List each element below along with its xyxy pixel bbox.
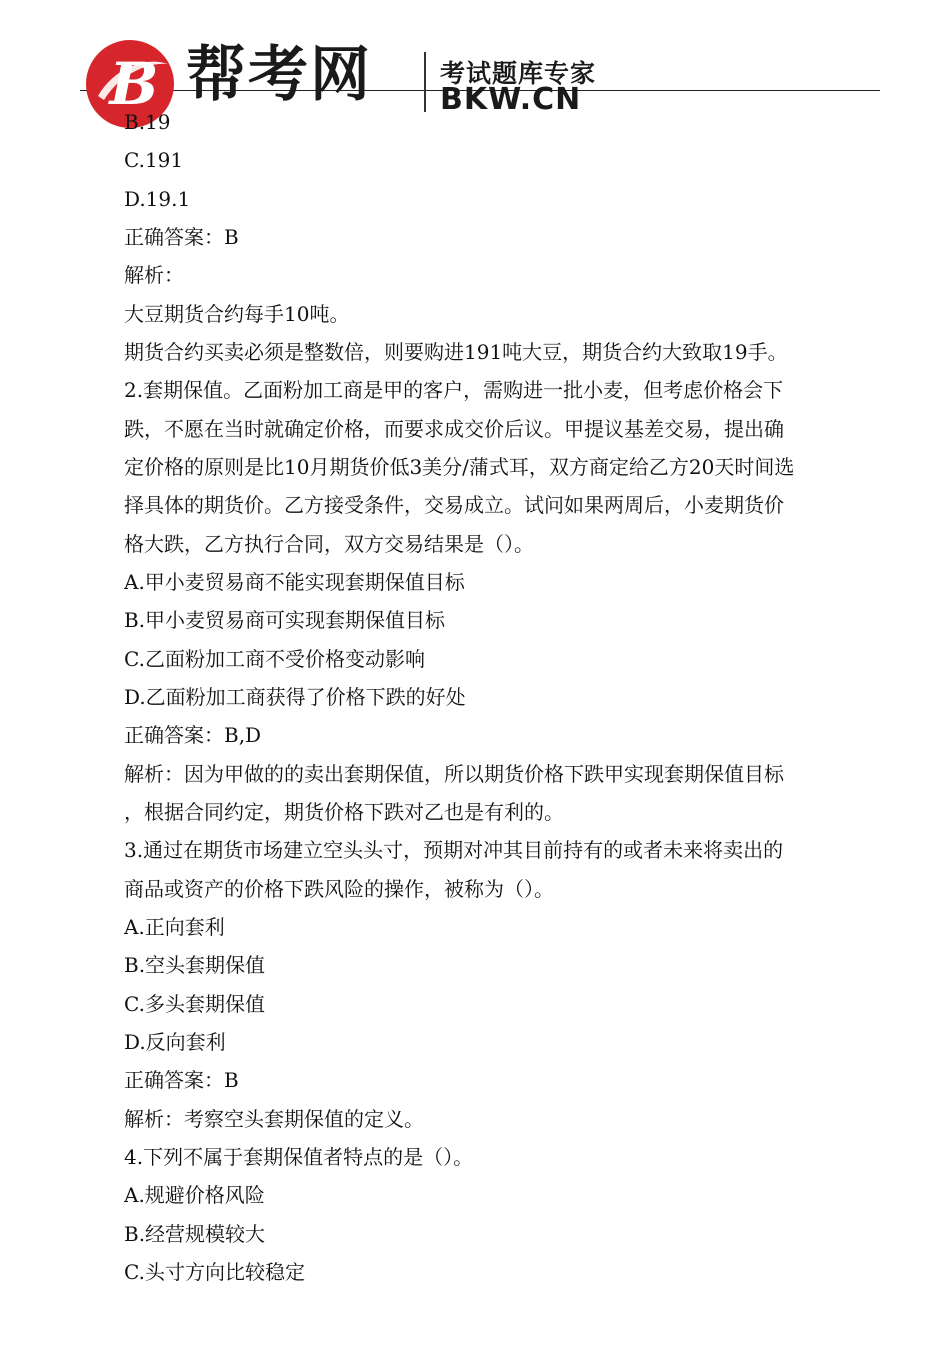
question-line: 格大跌，乙方执行合同，双方交易结果是（）。 xyxy=(124,531,534,556)
option-line: C.多头套期保值 xyxy=(124,991,265,1016)
page-header xyxy=(0,0,950,120)
option-line: B.经营规模较大 xyxy=(124,1221,266,1246)
question-line: 跌，不愿在当时就确定价格，而要求成交价后议。甲提议基差交易，提出确 xyxy=(124,416,784,441)
text-line: C.191 xyxy=(124,148,184,173)
text-line: B.19 xyxy=(124,110,171,134)
option-line: D.乙面粉加工商获得了价格下跌的好处 xyxy=(124,684,466,709)
option-line: C.头寸方向比较稳定 xyxy=(124,1259,305,1284)
analysis-line: ，根据合同约定，期货价格下跌对乙也是有利的。 xyxy=(124,799,564,824)
question-line: 4.下列不属于套期保值者特点的是（）。 xyxy=(124,1144,474,1169)
option-line: A.甲小麦贸易商不能实现套期保值目标 xyxy=(124,569,465,594)
answer-line: 正确答案：B xyxy=(124,224,239,249)
document-body xyxy=(124,103,866,1291)
answer-line: 正确答案：B xyxy=(124,1068,239,1093)
brand-name: 帮考网 xyxy=(186,40,372,110)
analysis-line: 解析：考察空头套期保值的定义。 xyxy=(124,1106,424,1131)
option-line: B.甲小麦贸易商可实现套期保值目标 xyxy=(124,608,446,633)
answer-line: 正确答案：B,D xyxy=(124,723,262,748)
option-line: A.规避价格风险 xyxy=(124,1183,265,1208)
text-line: 大豆期货合约每手10吨。 xyxy=(124,301,350,326)
text-line: D.19.1 xyxy=(124,186,191,211)
option-line: B.空头套期保值 xyxy=(124,953,266,978)
brand-domain: BKW.CN xyxy=(440,82,582,117)
option-line: A.正向套利 xyxy=(124,914,225,939)
option-line: D.反向套利 xyxy=(124,1029,226,1054)
text-line: 期货合约买卖必须是整数倍，则要购进191吨大豆，期货合约大致取19手。 xyxy=(124,339,788,364)
logo-letter: B xyxy=(109,50,159,118)
brand-slogan: 考试题库专家 xyxy=(440,59,597,88)
question-line: 2.套期保值。乙面粉加工商是甲的客户，需购进一批小麦，但考虑价格会下 xyxy=(124,378,784,403)
question-line: 定价格的原则是比10月期货价低3美分/蒲式耳，双方商定给乙方20天时间选 xyxy=(124,454,795,479)
question-line: 3.通过在期货市场建立空头头寸，预期对冲其目前持有的或者未来将卖出的 xyxy=(124,838,784,863)
analysis-label: 解析： xyxy=(124,263,184,288)
question-line: 商品或资产的价格下跌风险的操作，被称为（）。 xyxy=(124,876,554,901)
analysis-line: 解析：因为甲做的的卖出套期保值，所以期货价格下跌甲实现套期保值目标 xyxy=(124,761,784,786)
question-line: 择具体的期货价。乙方接受条件，交易成立。试问如果两周后，小麦期货价 xyxy=(124,493,784,518)
option-line: C.乙面粉加工商不受价格变动影响 xyxy=(124,646,425,671)
